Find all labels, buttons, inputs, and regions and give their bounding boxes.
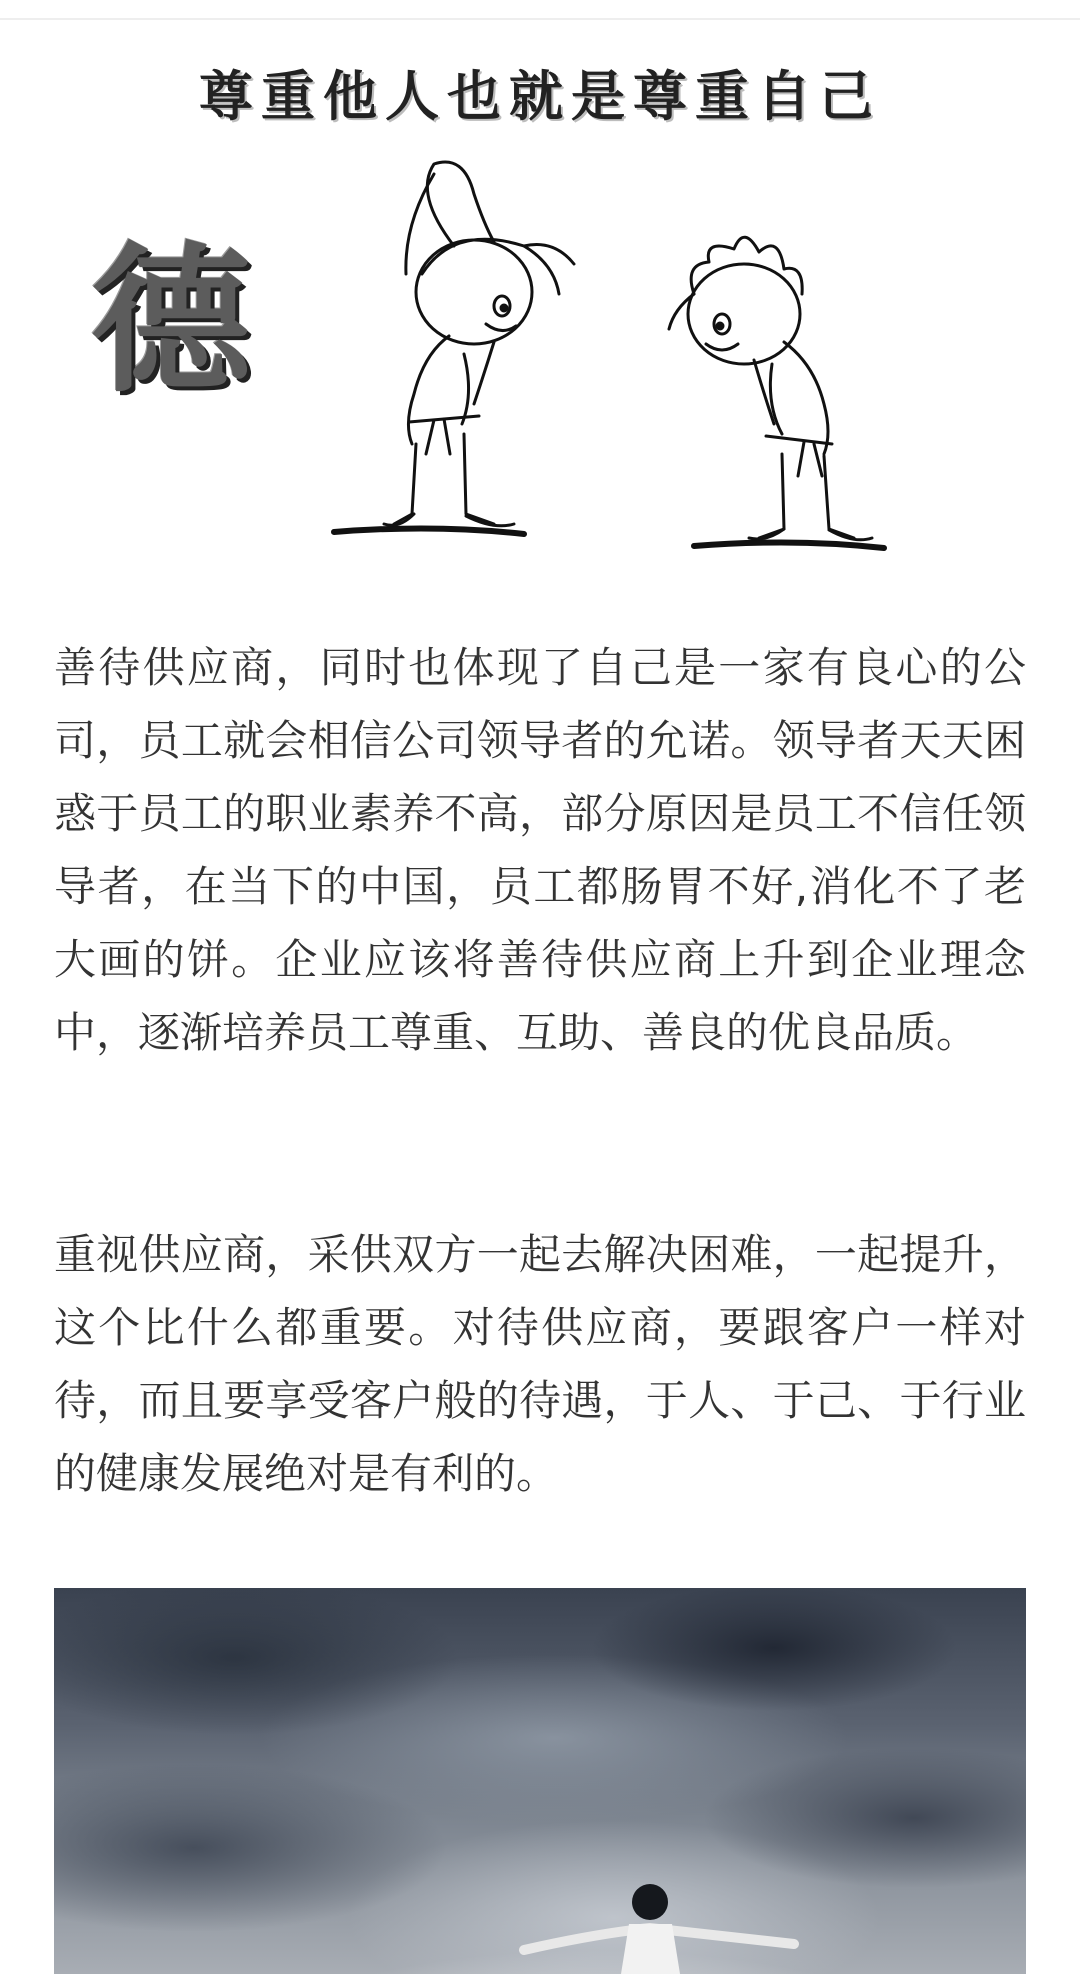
article-illustration: [54, 24, 1026, 604]
illustration-title: 尊重他人也就是尊重自己: [199, 65, 881, 128]
bowing-kids-icon: [54, 24, 1026, 604]
virtue-character: 德: [90, 226, 251, 414]
cloudy-sky-photo: [54, 1588, 1026, 1974]
article-paragraph-1: 善待供应商，同时也体现了自己是一家有良心的公司，员工就会相信公司领导者的允诺。领导者天天困惑于员工的职业素养不高，部分原因是员工不信任领导者，在当下的中国，员工都肠胃不好,消化不了老大画的饼。企业应该将善待供应商上升到企业理念中，逐渐培养员工尊重、互助、善良的优良品质。: [54, 643, 1026, 1057]
top-divider: [0, 18, 1080, 20]
article-paragraph-2: 重视供应商，采供双方一起去解决困难，一起提升，这个比什么都重要。对待供应商，要跟客户一样对待，而且要享受客户般的待遇，于人、于己、于行业的健康发展绝对是有利的。: [54, 1230, 1026, 1498]
person-silhouette-icon: [54, 1588, 1026, 1974]
